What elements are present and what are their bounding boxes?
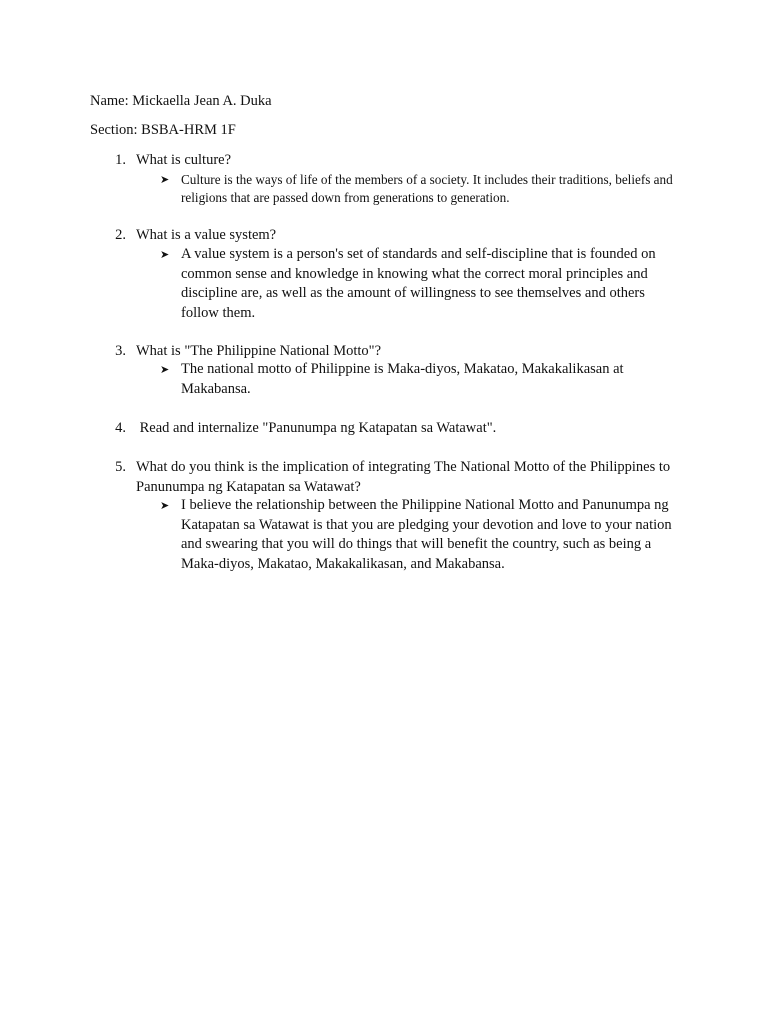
answer-3-text: The national motto of Philippine is Maka-diyos, Makatao, Makakalikasan at Makabansa.	[181, 361, 624, 397]
question-5-number: 5.	[115, 459, 126, 475]
question-4-number: 4.	[115, 420, 126, 436]
arrowhead-bullet-icon: ➤	[160, 363, 170, 376]
question-2-number: 2.	[115, 227, 126, 243]
question-1-number: 1.	[115, 152, 126, 168]
question-2-text: What is a value system?	[136, 227, 277, 243]
answer-1-text: Culture is the ways of life of the members of a society. It includes their traditions, beliefs and religions that are passed down from generations to generation.	[181, 172, 673, 205]
student-name: Name: Mickaella Jean A. Duka	[90, 93, 272, 109]
answer-2-text: A value system is a person's set of standards and self-discipline that is founded on common sense and knowledge in knowing what the correct moral principles and discipline are, as well as the amount of willingness to see themselves and others follow them.	[181, 246, 656, 321]
question-3-number: 3.	[115, 343, 126, 359]
arrowhead-bullet-icon: ➤	[160, 499, 170, 512]
question-3-text: What is "The Philippine National Motto"?	[136, 343, 382, 359]
student-section: Section: BSBA-HRM 1F	[90, 122, 236, 138]
arrowhead-bullet-icon: ➤	[160, 248, 170, 261]
question-5-text: What do you think is the implication of integrating The National Motto of the Philippines to Panunumpa ng Katapatan sa Watawat?	[136, 459, 671, 495]
question-4-text: Read and internalize "Panunumpa ng Katapatan sa Watawat".	[136, 420, 497, 436]
answer-5-text: I believe the relationship between the Philippine National Motto and Panunumpa ng Katapatan sa Watawat is that you are pledging your devotion and love to your nation and swearing that you will do things that will benefit the country, such as being a Maka-diyos, Makatao, Makakalikasan, and Makabansa.	[181, 497, 672, 572]
question-1-text: What is culture?	[136, 152, 232, 168]
arrowhead-bullet-icon: ➤	[160, 173, 170, 186]
